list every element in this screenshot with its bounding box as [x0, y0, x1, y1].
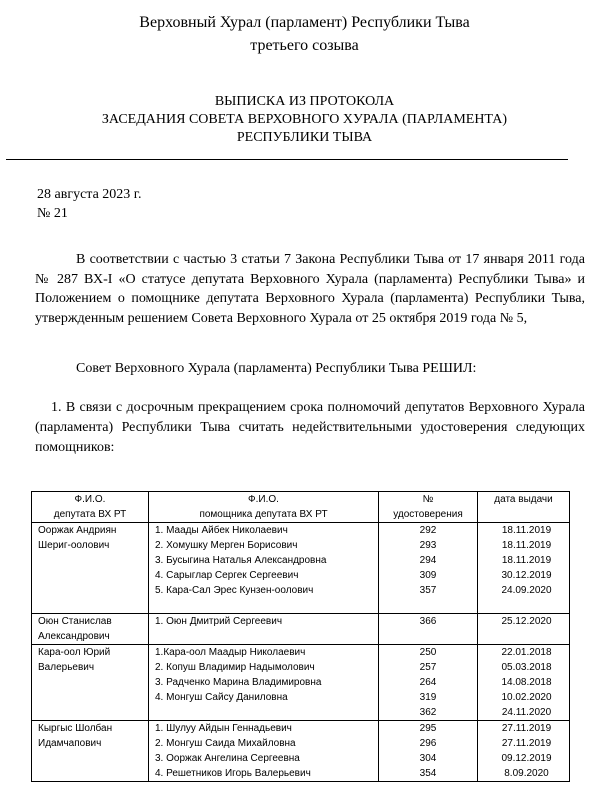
assistants-cell: 1. Шулуу Айдын Геннадьевич 2. Монгуш Саида Михайловна 3. Ооржак Ангелина Сергеевна 4. Решетников Игорь Валерьевич: [149, 721, 379, 782]
parliament-name: Верховный Хурал (парламент) Республики Тыва: [139, 14, 470, 31]
dates-cell: 25.12.2020: [478, 614, 570, 645]
header-certificate-number: № удостоверения: [379, 492, 478, 523]
doc-title-line2: ЗАСЕДАНИЯ СОВЕТА ВЕРХОВНОГО ХУРАЛА (ПАРЛАМЕНТА): [101, 112, 508, 127]
assistants-cell: 1.Кара-оол Маадыр Николаевич 2. Копуш Владимир Надымолович 3. Радченко Марина Владимировна 4. Монгуш Сайсу Даниловна: [149, 645, 379, 721]
doc-title-line1: ВЫПИСКА ИЗ ПРОТОКОЛА: [214, 94, 395, 109]
deputy-cell: Кара-оол Юрий Валерьевич: [32, 645, 149, 721]
header-divider: [6, 159, 568, 160]
numbers-cell: 295 296 304 354: [379, 721, 478, 782]
table-row: [32, 614, 570, 645]
assistants-cell: 1. Оюн Дмитрий Сергеевич: [149, 614, 379, 645]
assistants-cell: 1. Маады Айбек Николаевич 2. Хомушку Мерген Борисович 3. Бусыгина Наталья Александровна 4. Сарыглар Сергек Сергеевич 5. Кара-Сал Эрес Кунзен-оолович: [149, 523, 379, 614]
dates-cell: 27.11.2019 27.11.2019 09.12.2019 8.09.2020: [478, 721, 570, 782]
protocol-date: 28 августа 2023 г.: [37, 187, 142, 202]
preamble-paragraph: В соответствии с частью 3 статьи 7 Закона Республики Тыва от 17 января 2011 года № 287 ВХ-I «О статусе депутата Верховного Хурала (парламента) Республики Тыва» и Положением о помощнике депутата Верховного Хурала (парламента) Республики Тыва, утвержденным решением Совета Верховного Хурала от 25 октября 2019 года № 5,: [35, 252, 585, 326]
table-header-row: [32, 492, 570, 523]
numbers-cell: 292 293 294 309 357: [379, 523, 478, 614]
convocation: третьего созыва: [250, 37, 359, 54]
numbers-cell: 250 257 264 319 362: [379, 645, 478, 721]
table-row: [32, 721, 570, 782]
deputy-cell: Кыргыс Шолбан Идамчапович: [32, 721, 149, 782]
header-deputy: Ф.И.О. депутата ВХ РТ: [32, 492, 149, 523]
table-row: [32, 645, 570, 721]
item-1-paragraph: 1. В связи с досрочным прекращением срока полномочий депутатов Верховного Хурала (парламента) Республики Тыва считать недействительными удостоверения следующих помощников:: [35, 400, 585, 455]
protocol-number: № 21: [37, 206, 68, 221]
decision-line: Совет Верховного Хурала (парламента) Республики Тыва РЕШИЛ:: [76, 361, 477, 376]
deputy-cell: Ооржак Андриян Шериг-оолович: [32, 523, 149, 614]
doc-title-line3: РЕСПУБЛИКИ ТЫВА: [236, 130, 373, 145]
table-row: [32, 523, 570, 614]
header-issue-date: дата выдачи: [478, 492, 570, 523]
dates-cell: 22.01.2018 05.03.2018 14.08.2018 10.02.2020 24.11.2020: [478, 645, 570, 721]
assistants-table: [31, 491, 570, 782]
deputy-cell: Оюн Станислав Александрович: [32, 614, 149, 645]
header-assistant: Ф.И.О. помощника депутата ВХ РТ: [149, 492, 379, 523]
dates-cell: 18.11.2019 18.11.2019 18.11.2019 30.12.2019 24.09.2020: [478, 523, 570, 614]
numbers-cell: 366: [379, 614, 478, 645]
